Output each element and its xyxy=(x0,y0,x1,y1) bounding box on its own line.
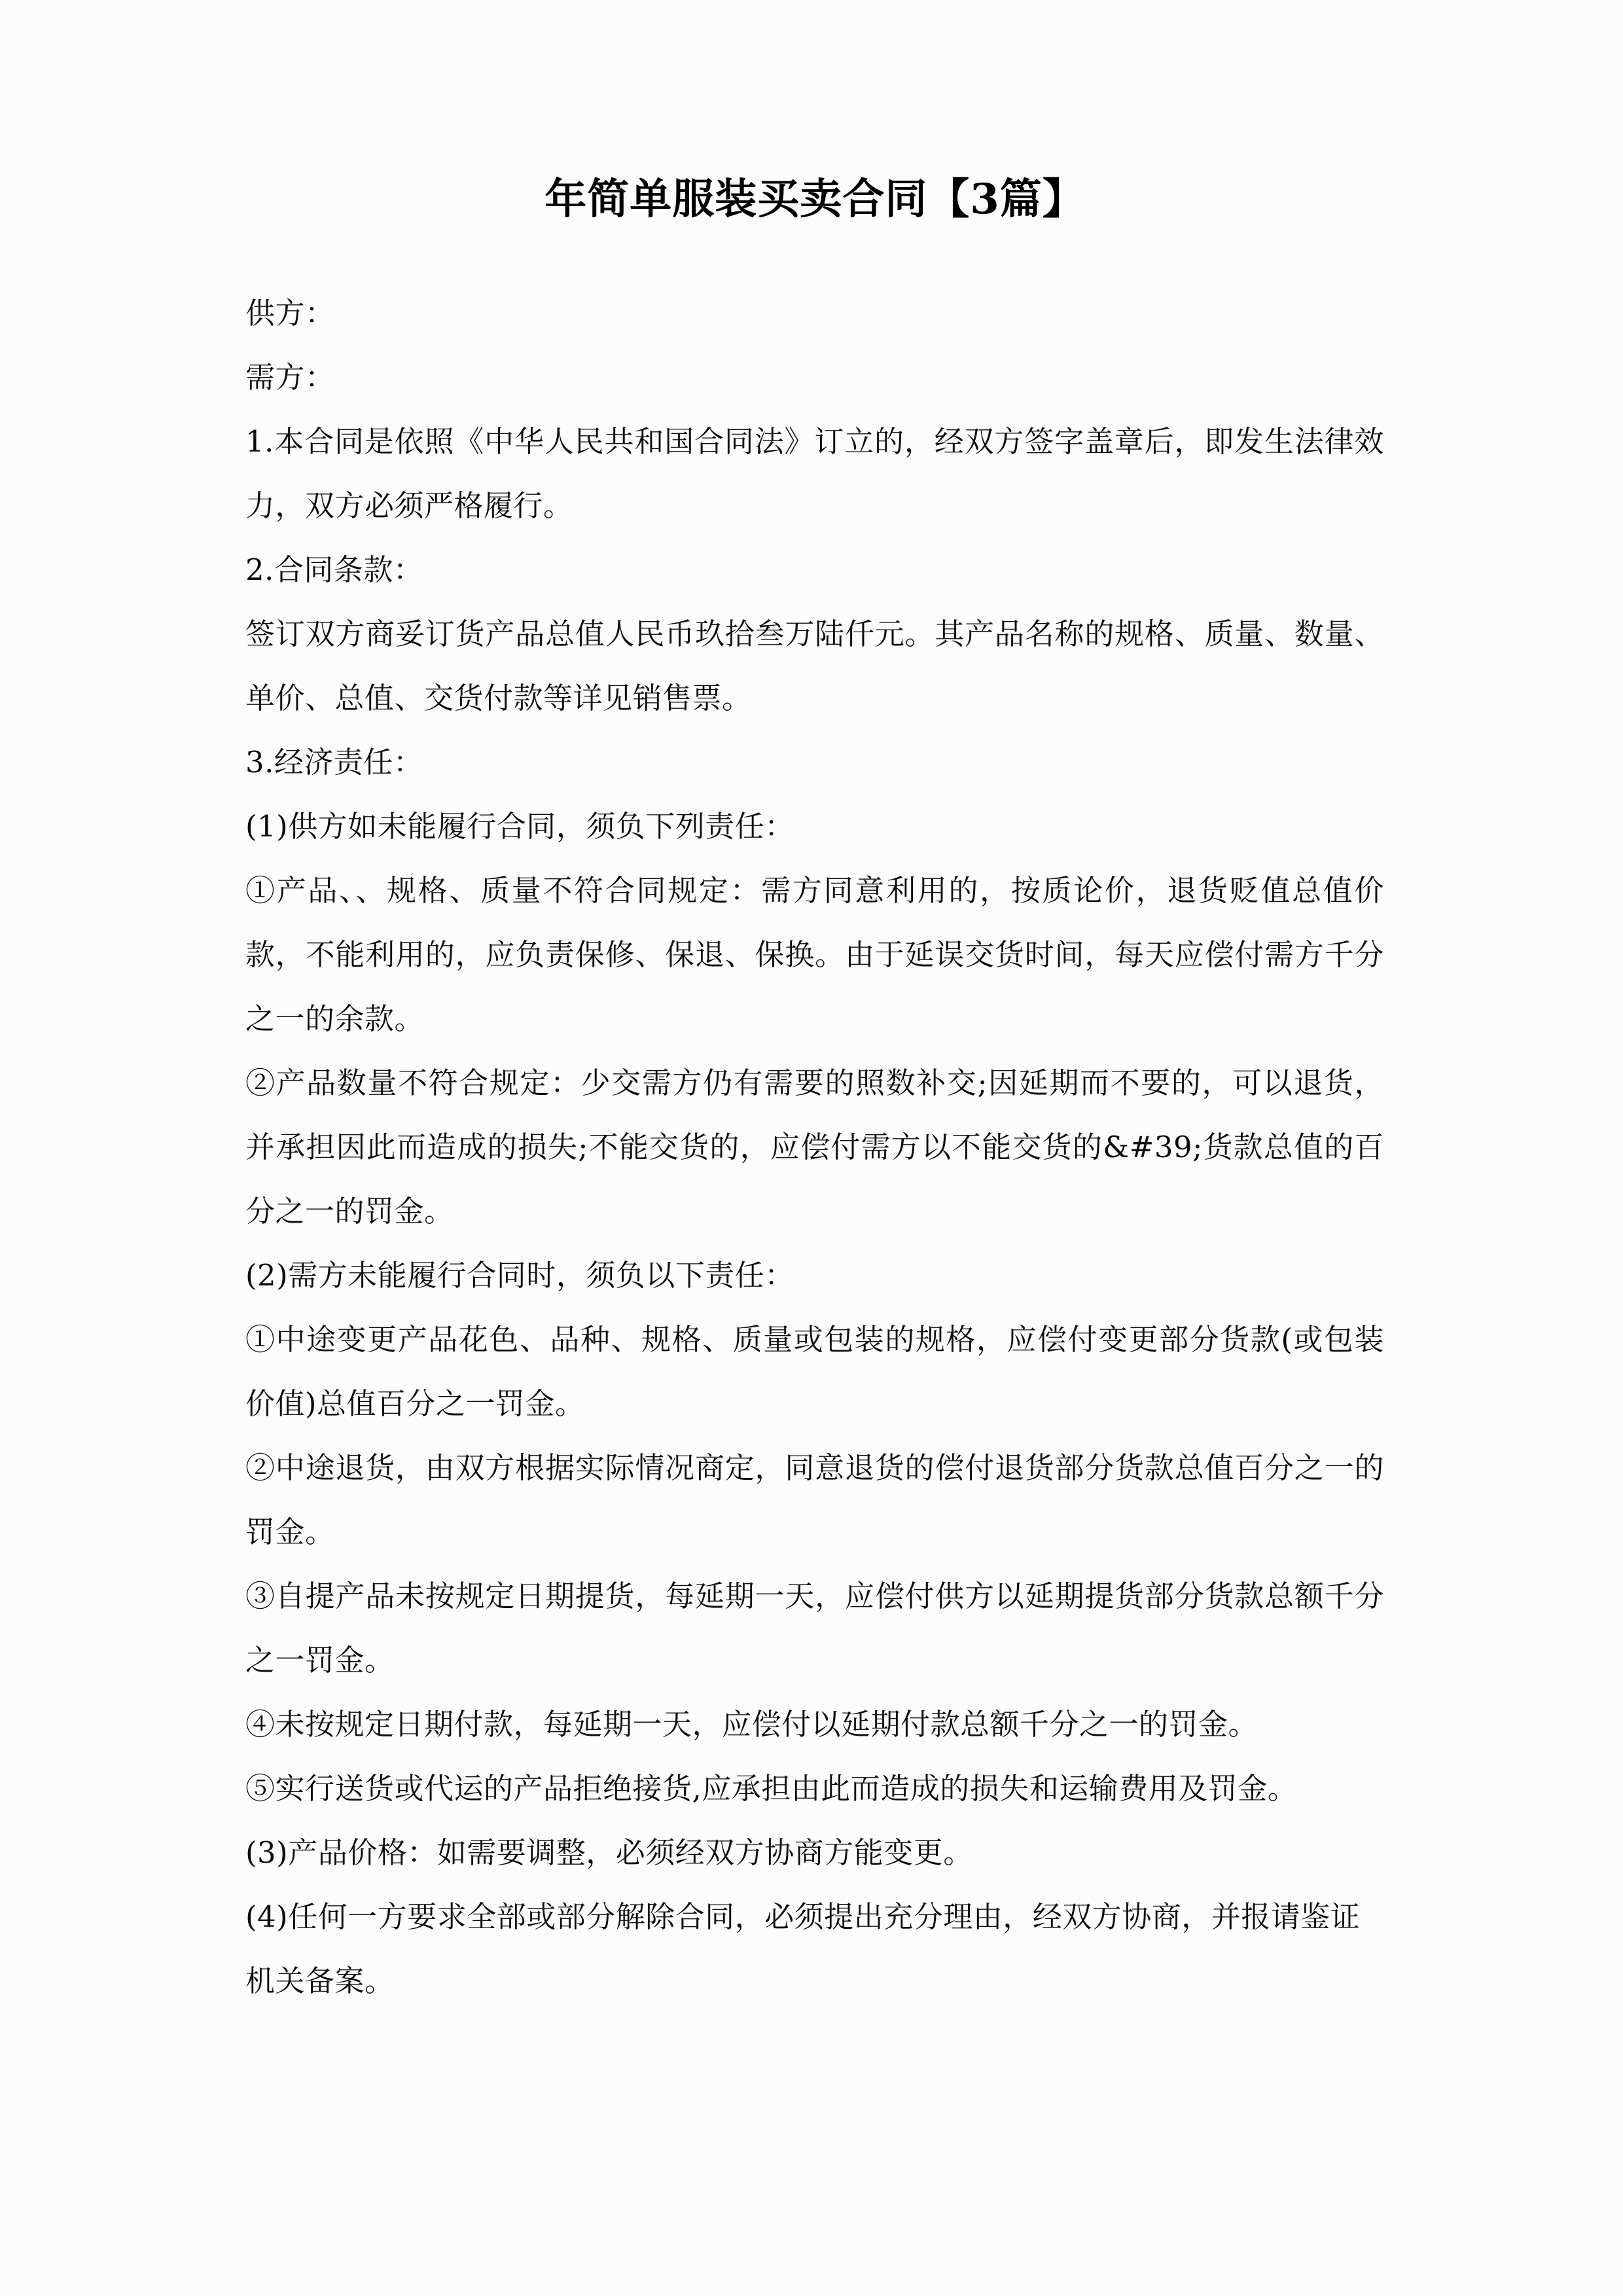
paragraph-clause-3-2-e: ⑤实行送货或代运的产品拒绝接货,应承担由此而造成的损失和运输费用及罚金。 xyxy=(245,1770,1298,1806)
paragraph-clause-3-1: (1)供方如未能履行合同，须负下列责任： xyxy=(245,808,794,844)
paragraph-clause-2-body: 签订双方商妥订货产品总值人民币玖拾叁万陆仟元。其产品名称的规格、质量、数量、单价、总值、交货付款等详见销售票。 xyxy=(245,616,1384,715)
paragraph-clause-3-4: (4)任何一方要求全部或部分解除合同，必须提出充分理由，经双方协商，并报请鉴证机关备案。 xyxy=(245,1899,1361,1998)
document-body xyxy=(245,281,1384,2013)
paragraph-clause-3-3: (3)产品价格：如需要调整，必须经双方协商方能变更。 xyxy=(245,1835,973,1870)
paragraph-clause-3-2-c: ③自提产品未按规定日期提货，每延期一天，应偿付供方以延期提货部分货款总额千分之一罚金。 xyxy=(245,1578,1384,1677)
paragraph-clause-2-heading: 2.合同条款： xyxy=(245,552,423,587)
paragraph-clause-3-2-b: ②中途退货，由双方根据实际情况商定，同意退货的偿付退货部分货款总值百分之一的罚金。 xyxy=(245,1450,1384,1549)
paragraph-clause-3-1-b: ②产品数量不符合规定：少交需方仍有需要的照数补交;因延期而不要的，可以退货，并承担因此而造成的损失;不能交货的，应偿付需方以不能交货的&#39;货款总值的百分之一的罚金。 xyxy=(245,1065,1384,1229)
paragraph-supplier-line: 供方： xyxy=(245,295,335,331)
paragraph-clause-1: 1.本合同是依照《中华人民共和国合同法》订立的，经双方签字盖章后，即发生法律效力，双方必须严格履行。 xyxy=(245,423,1384,523)
paragraph-buyer-line: 需方： xyxy=(245,359,335,395)
paragraph-clause-3-2-a: ①中途变更产品花色、品种、规格、质量或包装的规格，应偿付变更部分货款(或包装价值)总值百分之一罚金。 xyxy=(245,1321,1384,1421)
document-content xyxy=(245,0,1384,2013)
paragraph-clause-3-heading: 3.经济责任： xyxy=(245,744,423,780)
paragraph-clause-3-2: (2)需方未能履行合同时，须负以下责任： xyxy=(245,1257,794,1293)
paragraph-clause-3-2-d: ④未按规定日期付款，每延期一天，应偿付以延期付款总额千分之一的罚金。 xyxy=(245,1706,1258,1742)
page-title: 年简单服装买卖合同【3篇】 xyxy=(544,175,1085,224)
paragraph-clause-3-1-a: ①产品、、规格、质量不符合同规定：需方同意利用的，按质论价，退货贬值总值价款，不能利用的，应负责保修、保退、保换。由于延误交货时间，每天应偿付需方千分之一的余款。 xyxy=(245,872,1384,1036)
